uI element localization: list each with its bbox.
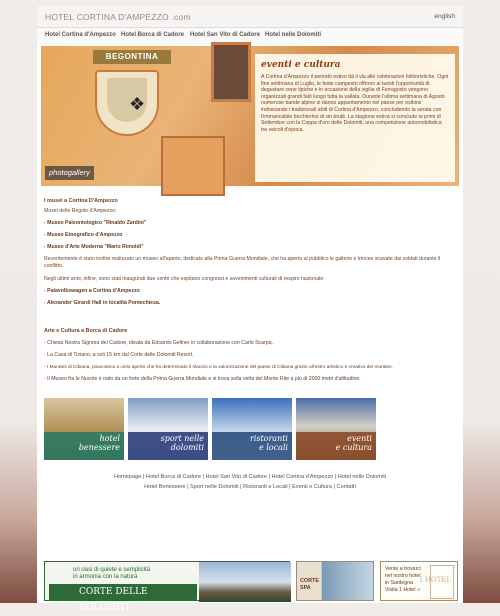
hero-banner-label: BEGONTINA bbox=[93, 50, 171, 64]
thumb-caption: sport nelle dolomiti bbox=[160, 434, 204, 452]
ad-banners bbox=[44, 561, 458, 613]
paragraph-museo-aperto: Recentemente è stato inoltre realizzato un museo all'aperto, dedicato alla Prima Guerra Mondiale, che ha aperto al pubblico le gallerie e trincee scavate dai soldati durante il conflitto. bbox=[44, 256, 441, 269]
banner-spa-label: CORTE SPA bbox=[300, 578, 319, 591]
section-title-musei: I musei a Cortina D'Ampezzo bbox=[44, 198, 118, 204]
banner-photo bbox=[199, 562, 291, 602]
center-item: - Alexander Girardi Hall in località Pontechiesa. bbox=[44, 300, 161, 306]
footer-links-row-1[interactable]: Homepage | Hotel Borca di Cadore | Hotel San Vito di Cadore | Hotel Cortina d'Ampezzo | Hotel nelle Dolomiti bbox=[114, 474, 386, 480]
banner-corte-spa[interactable] bbox=[296, 561, 374, 601]
category-thumbnails bbox=[44, 398, 458, 460]
borca-item: - I Murales di Cibiana, pinacoteca a cielo aperto che ha determinato il rilancio e la valorizzazione del paese di Cibiana grazie all'estro artistico e creativo dei murales. bbox=[44, 365, 393, 370]
museum-item: - Museo Etnografico d'Ampezzo bbox=[44, 232, 123, 238]
thumb-ristoranti[interactable] bbox=[212, 398, 292, 460]
footer-links bbox=[37, 472, 463, 492]
thumb-hotel-benessere[interactable] bbox=[44, 398, 124, 460]
thumb-sport-dolomiti[interactable] bbox=[128, 398, 208, 460]
eagle-icon: ❖ bbox=[129, 94, 146, 114]
header bbox=[37, 6, 463, 28]
paragraph-centri: Negli ultimi anni, infine, sono stati inaugurati due centri che ospitano congressi e avvenimenti culturali di respiro nazionale: bbox=[44, 276, 325, 282]
thumb-eventi[interactable] bbox=[296, 398, 376, 460]
center-item: - Palavolkswagen a Cortina d'Ampezzo bbox=[44, 288, 140, 294]
thumb-caption: eventi e cultura bbox=[335, 434, 372, 452]
borca-item: - Il Museo fra le Nuvole è nato da un forte della Prima Guerra Mondiale e si trova sulla vetta del Monte Rite a più di 2000 metri d'altitudine. bbox=[44, 376, 361, 382]
hero-wall-image bbox=[161, 136, 225, 196]
section-title-borca: Arte e Cultura a Borca di Cadore bbox=[44, 328, 128, 334]
banner-name: CORTE DELLE DOLOMITI bbox=[49, 584, 197, 600]
nav-item-borca[interactable]: Hotel Borca di Cadore bbox=[121, 32, 185, 38]
banner-tagline: un oasi di quiete e semplicità bbox=[73, 567, 151, 573]
nav-item-dolomiti[interactable]: Hotel nelle Dolomiti bbox=[265, 32, 322, 38]
hero-card-text: A Cortina d'Ampezzo il periodo estivo dà il via alle celebrazioni folkloristiche. Ogni fine settimana di Luglio, le feste campestri offrono ai turisti l'opportunità di degustare cene tipiche e in occasione della vigilia di Ferragosto vengono organizzati grandi falò lungo tutta la vallata. Durante l'ultima settimana di Agosto numerose bande alpine si danno appuntamento nel paese per esibirsi indossando i tradizionali abiti di Cortina d'Ampezzo, concludendo la serata con l'immancabile bicchierino di vin brulè. La stagione estiva si conclude ai primi di Settembre con la Coppa d'oro delle Dolomiti, una competizione automobilistica tra veicoli d'epoca. bbox=[261, 74, 449, 133]
hero-card-title: eventi e cultura bbox=[261, 60, 341, 70]
hero bbox=[41, 46, 459, 186]
nav-item-cortina[interactable]: Hotel Cortina d'Ampezzo bbox=[45, 32, 116, 38]
hero-card bbox=[255, 54, 455, 182]
footer-links-row-2[interactable]: Hotel Benessere | Sport nelle Dolomiti | Ristoranti e Locali | Eventi e Cultura | Contatti bbox=[144, 484, 356, 490]
banner-tagline: in armonia con la natura bbox=[73, 574, 138, 580]
thumb-caption: hotel benessere bbox=[78, 434, 120, 452]
photogallery-button[interactable]: photogallery bbox=[45, 166, 94, 180]
borca-item: - La Casa di Tiziano, a soli 15 km dal Corte delle Dolomiti Resort. bbox=[44, 352, 194, 358]
hero-window-image bbox=[211, 42, 251, 102]
thumb-caption: ristoranti e locali bbox=[249, 434, 288, 452]
site-brand[interactable]: HOTEL CORTINA D'AMPEZZO .com bbox=[45, 12, 191, 22]
banner-corte-dolomiti[interactable] bbox=[44, 561, 290, 613]
shield-inner bbox=[107, 78, 147, 122]
museum-item: - Museo d'Arte Moderna "Mario Rimoldi" bbox=[44, 244, 144, 250]
banner-sardegna[interactable] bbox=[380, 561, 458, 601]
nav-item-san-vito[interactable]: Hotel San Vito di Cadore bbox=[190, 32, 260, 38]
section-intro: Musei delle Regole d'Ampezzo: bbox=[44, 208, 117, 214]
coat-of-arms bbox=[95, 70, 159, 136]
borca-item: - Chiesa Nostra Signora del Cadore, ideata da Edoardo Gellner in collaborazione con Carlo Scarpa. bbox=[44, 340, 273, 346]
banner-sardegna-text: Vente a trovarci nel nostro hotel in Sardegna Visita 1 Hotel ›› bbox=[385, 566, 422, 593]
museum-item: - Museo Paleontologico "Rinaldo Zardini" bbox=[44, 220, 147, 226]
hotel-logo-text: I HOTEL bbox=[419, 576, 451, 584]
page bbox=[37, 6, 463, 613]
language-link[interactable]: english bbox=[434, 13, 455, 20]
